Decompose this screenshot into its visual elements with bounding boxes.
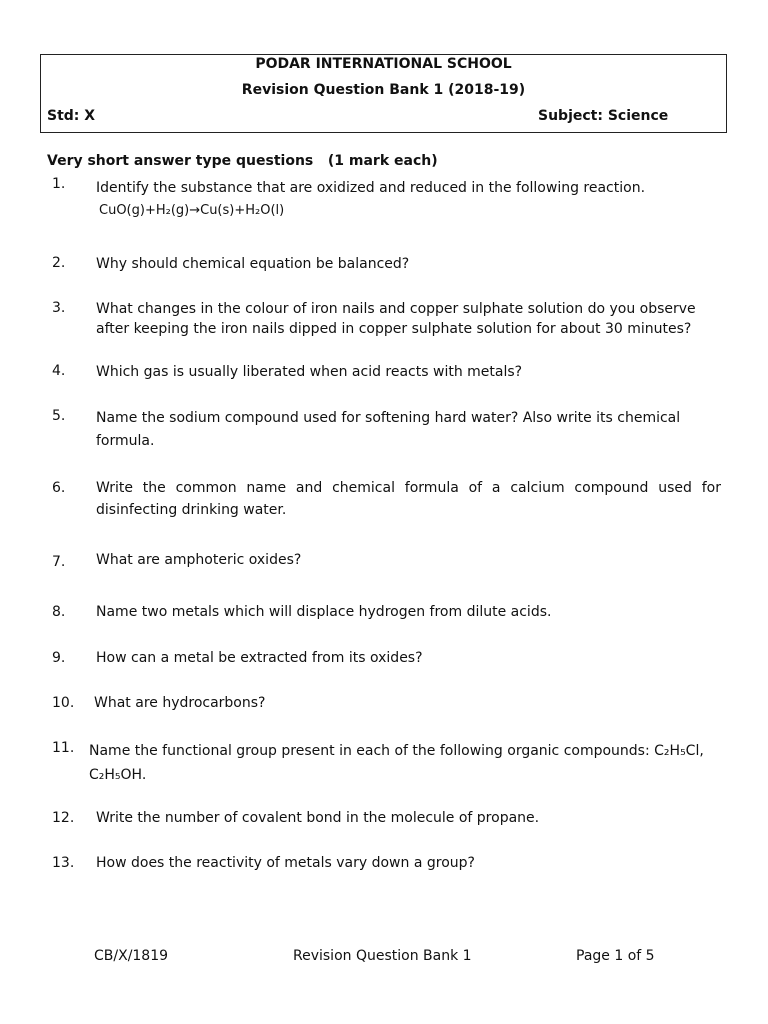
question-text: Write the common name and chemical formula of a calcium compound used for disinfecting drinking water.	[96, 480, 721, 518]
question-number: 12.	[52, 810, 75, 826]
question-text: Name the functional group present in each of the following organic compounds: C₂H₅Cl, C₂H₅OH.	[89, 743, 704, 783]
question-number: 4.	[52, 363, 66, 379]
question-number: 5.	[52, 408, 66, 424]
chemical-equation: CuO(g)+H₂(g)→Cu(s)+H₂O(l)	[99, 203, 285, 218]
question-number: 10.	[52, 695, 75, 711]
question-number: 3.	[52, 300, 66, 316]
question-text: Identify the substance that are oxidized and reduced in the following reaction.	[96, 180, 646, 196]
question-text: What changes in the colour of iron nails and copper sulphate solution do you observe after keeping the iron nails dipped in copper sulphate solution for about 30 minutes?	[96, 301, 696, 337]
question-text: Which gas is usually liberated when acid reacts with metals?	[96, 364, 523, 380]
question-number: 13.	[52, 855, 75, 871]
footer-page: Page 1 of 5	[576, 948, 655, 964]
bank-title: Revision Question Bank 1 (2018-19)	[241, 82, 526, 98]
school-name: PODAR INTERNATIONAL SCHOOL	[255, 56, 512, 72]
question-number: 11.	[52, 740, 75, 756]
section-title: Very short answer type questions (1 mark each)	[47, 153, 438, 169]
question-text: How does the reactivity of metals vary down a group?	[96, 855, 475, 871]
question-text: Name the sodium compound used for softening hard water? Also write its chemical formula.	[96, 410, 681, 449]
question-text: Name two metals which will displace hydrogen from dilute acids.	[96, 604, 552, 620]
question-text: How can a metal be extracted from its oxides?	[96, 650, 423, 666]
question-number: 2.	[52, 255, 66, 271]
question-number: 7.	[52, 554, 66, 570]
question-text: What are hydrocarbons?	[94, 695, 266, 711]
question-number: 8.	[52, 604, 66, 620]
question-number: 9.	[52, 650, 66, 666]
question-number: 1.	[52, 176, 66, 192]
std-label: Std: X	[47, 108, 96, 124]
question-text: What are amphoteric oxides?	[96, 552, 302, 568]
question-text: Write the number of covalent bond in the molecule of propane.	[96, 810, 540, 826]
footer-code: CB/X/1819	[94, 948, 169, 964]
header-box	[40, 54, 727, 133]
question-text: Why should chemical equation be balanced?	[96, 256, 410, 272]
question-number: 6.	[52, 480, 66, 496]
footer-title: Revision Question Bank 1	[293, 948, 472, 964]
subject-label: Subject: Science	[538, 108, 669, 124]
